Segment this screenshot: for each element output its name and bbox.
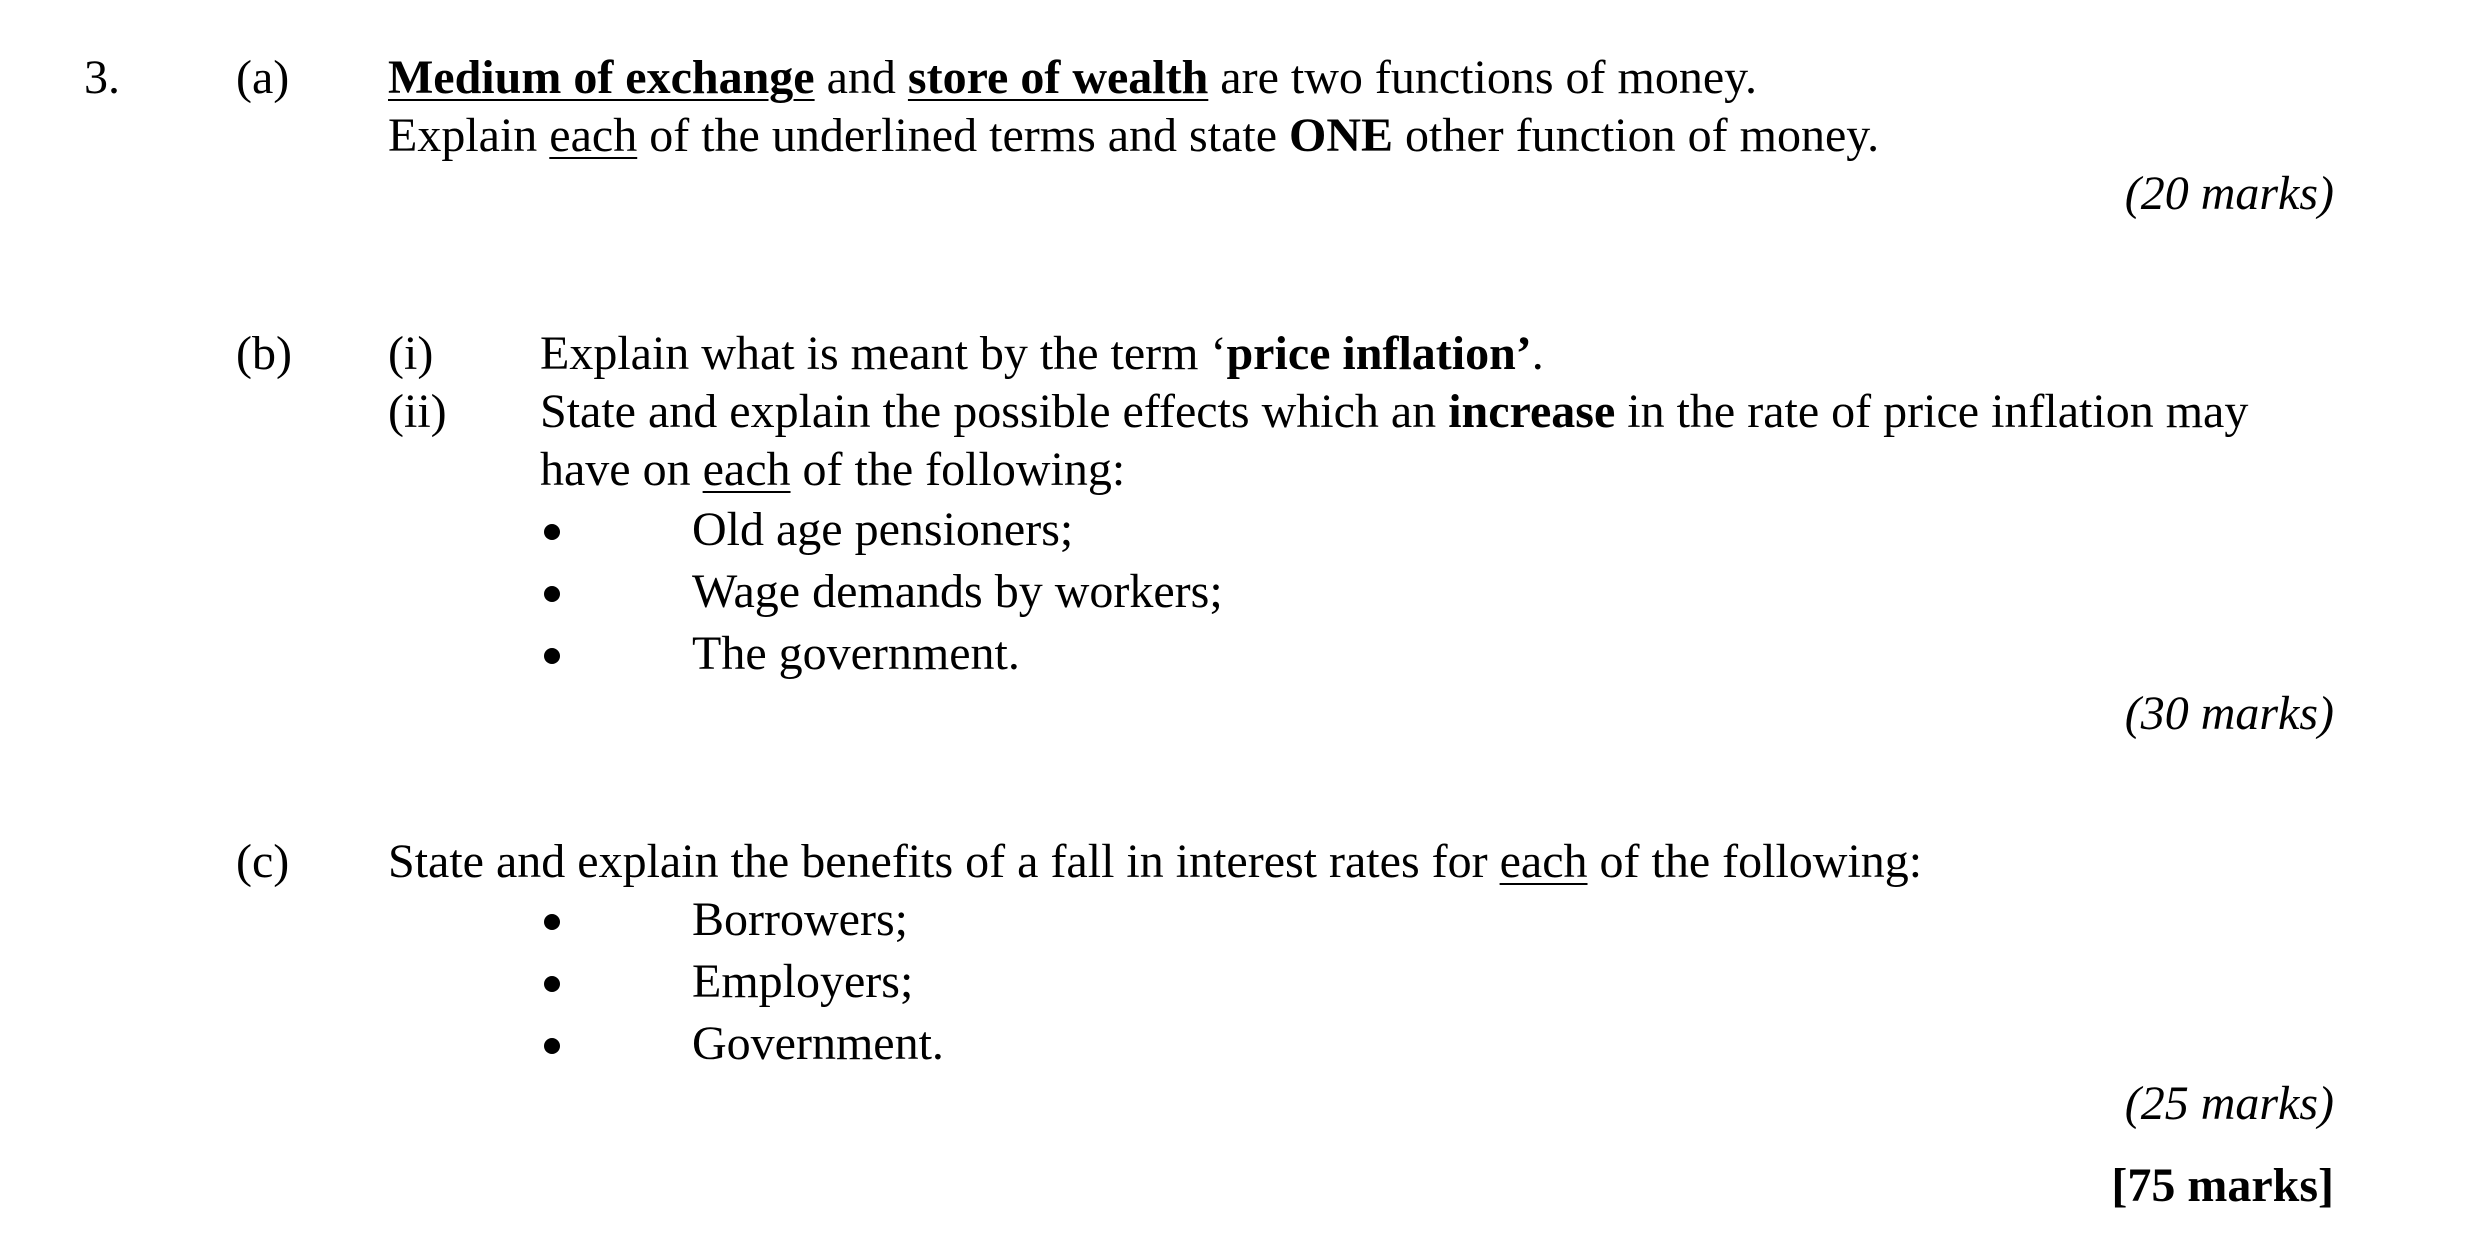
part-a-marks: (20 marks) [2124, 167, 2334, 220]
question-number: 3. [84, 51, 120, 104]
part-b-i-text [540, 327, 1544, 380]
total-marks: [75 marks] [2111, 1159, 2334, 1212]
bullet-icon [544, 524, 560, 540]
increase-term: increase [1448, 385, 1616, 438]
part-a-line-2 [388, 109, 1880, 162]
part-a-line-2-post: other function of money. [1393, 109, 1880, 162]
part-b-i-label: (i) [388, 327, 434, 380]
part-c-bullet-item: Employers; [692, 955, 914, 1008]
part-b-ii-line-2-pre: have on [540, 443, 703, 496]
part-c-bullet-item: Government. [692, 1017, 944, 1070]
medium-of-exchange-term: Medium of exchange [388, 51, 815, 104]
part-a-line-2-mid: of the underlined terms and state [637, 109, 1290, 162]
part-b-ii-line-2 [540, 443, 1126, 496]
part-a-line-1 [388, 51, 1758, 104]
part-a-label: (a) [236, 51, 290, 104]
bullet-icon [544, 648, 560, 664]
part-b-bullet-item: Wage demands by workers; [692, 565, 1223, 618]
part-c-label: (c) [236, 835, 290, 888]
bullet-icon [544, 914, 560, 930]
part-b-ii-label: (ii) [388, 385, 447, 438]
part-c-text [388, 835, 1923, 888]
part-c-marks: (25 marks) [2124, 1077, 2334, 1130]
part-a-each: each [549, 109, 638, 162]
part-b-ii-line-2-post: of the following: [790, 443, 1126, 496]
part-a-line-2-pre: Explain [388, 109, 550, 162]
price-inflation-term: price inflation’ [1226, 327, 1532, 380]
bullet-icon [544, 976, 560, 992]
part-b-bullet-item: The government. [692, 627, 1020, 680]
part-b-ii-line-1-post: in the rate of price inflation may [1615, 385, 2249, 438]
part-b-label: (b) [236, 327, 292, 380]
bullet-icon [544, 1038, 560, 1054]
part-b-marks: (30 marks) [2124, 687, 2334, 740]
part-c-post: of the following: [1587, 835, 1923, 888]
part-b-i-pre: Explain what is meant by the term ‘ [540, 327, 1227, 380]
part-a-one: ONE [1289, 109, 1394, 162]
part-a-and: and [814, 51, 908, 104]
part-b-i-post: . [1531, 327, 1544, 380]
part-b-each: each [702, 443, 791, 496]
part-c-bullet-item: Borrowers; [692, 893, 908, 946]
part-c-each: each [1499, 835, 1588, 888]
bullet-icon [544, 586, 560, 602]
store-of-wealth-term: store of wealth [907, 51, 1209, 104]
part-a-line-1-rest: are two functions of money. [1208, 51, 1758, 104]
part-b-ii-line-1 [540, 385, 2249, 438]
part-b-ii-line-1-pre: State and explain the possible effects which an [540, 385, 1449, 438]
part-c-pre: State and explain the benefits of a fall in interest rates for [388, 835, 1500, 888]
part-b-bullet-item: Old age pensioners; [692, 503, 1074, 556]
